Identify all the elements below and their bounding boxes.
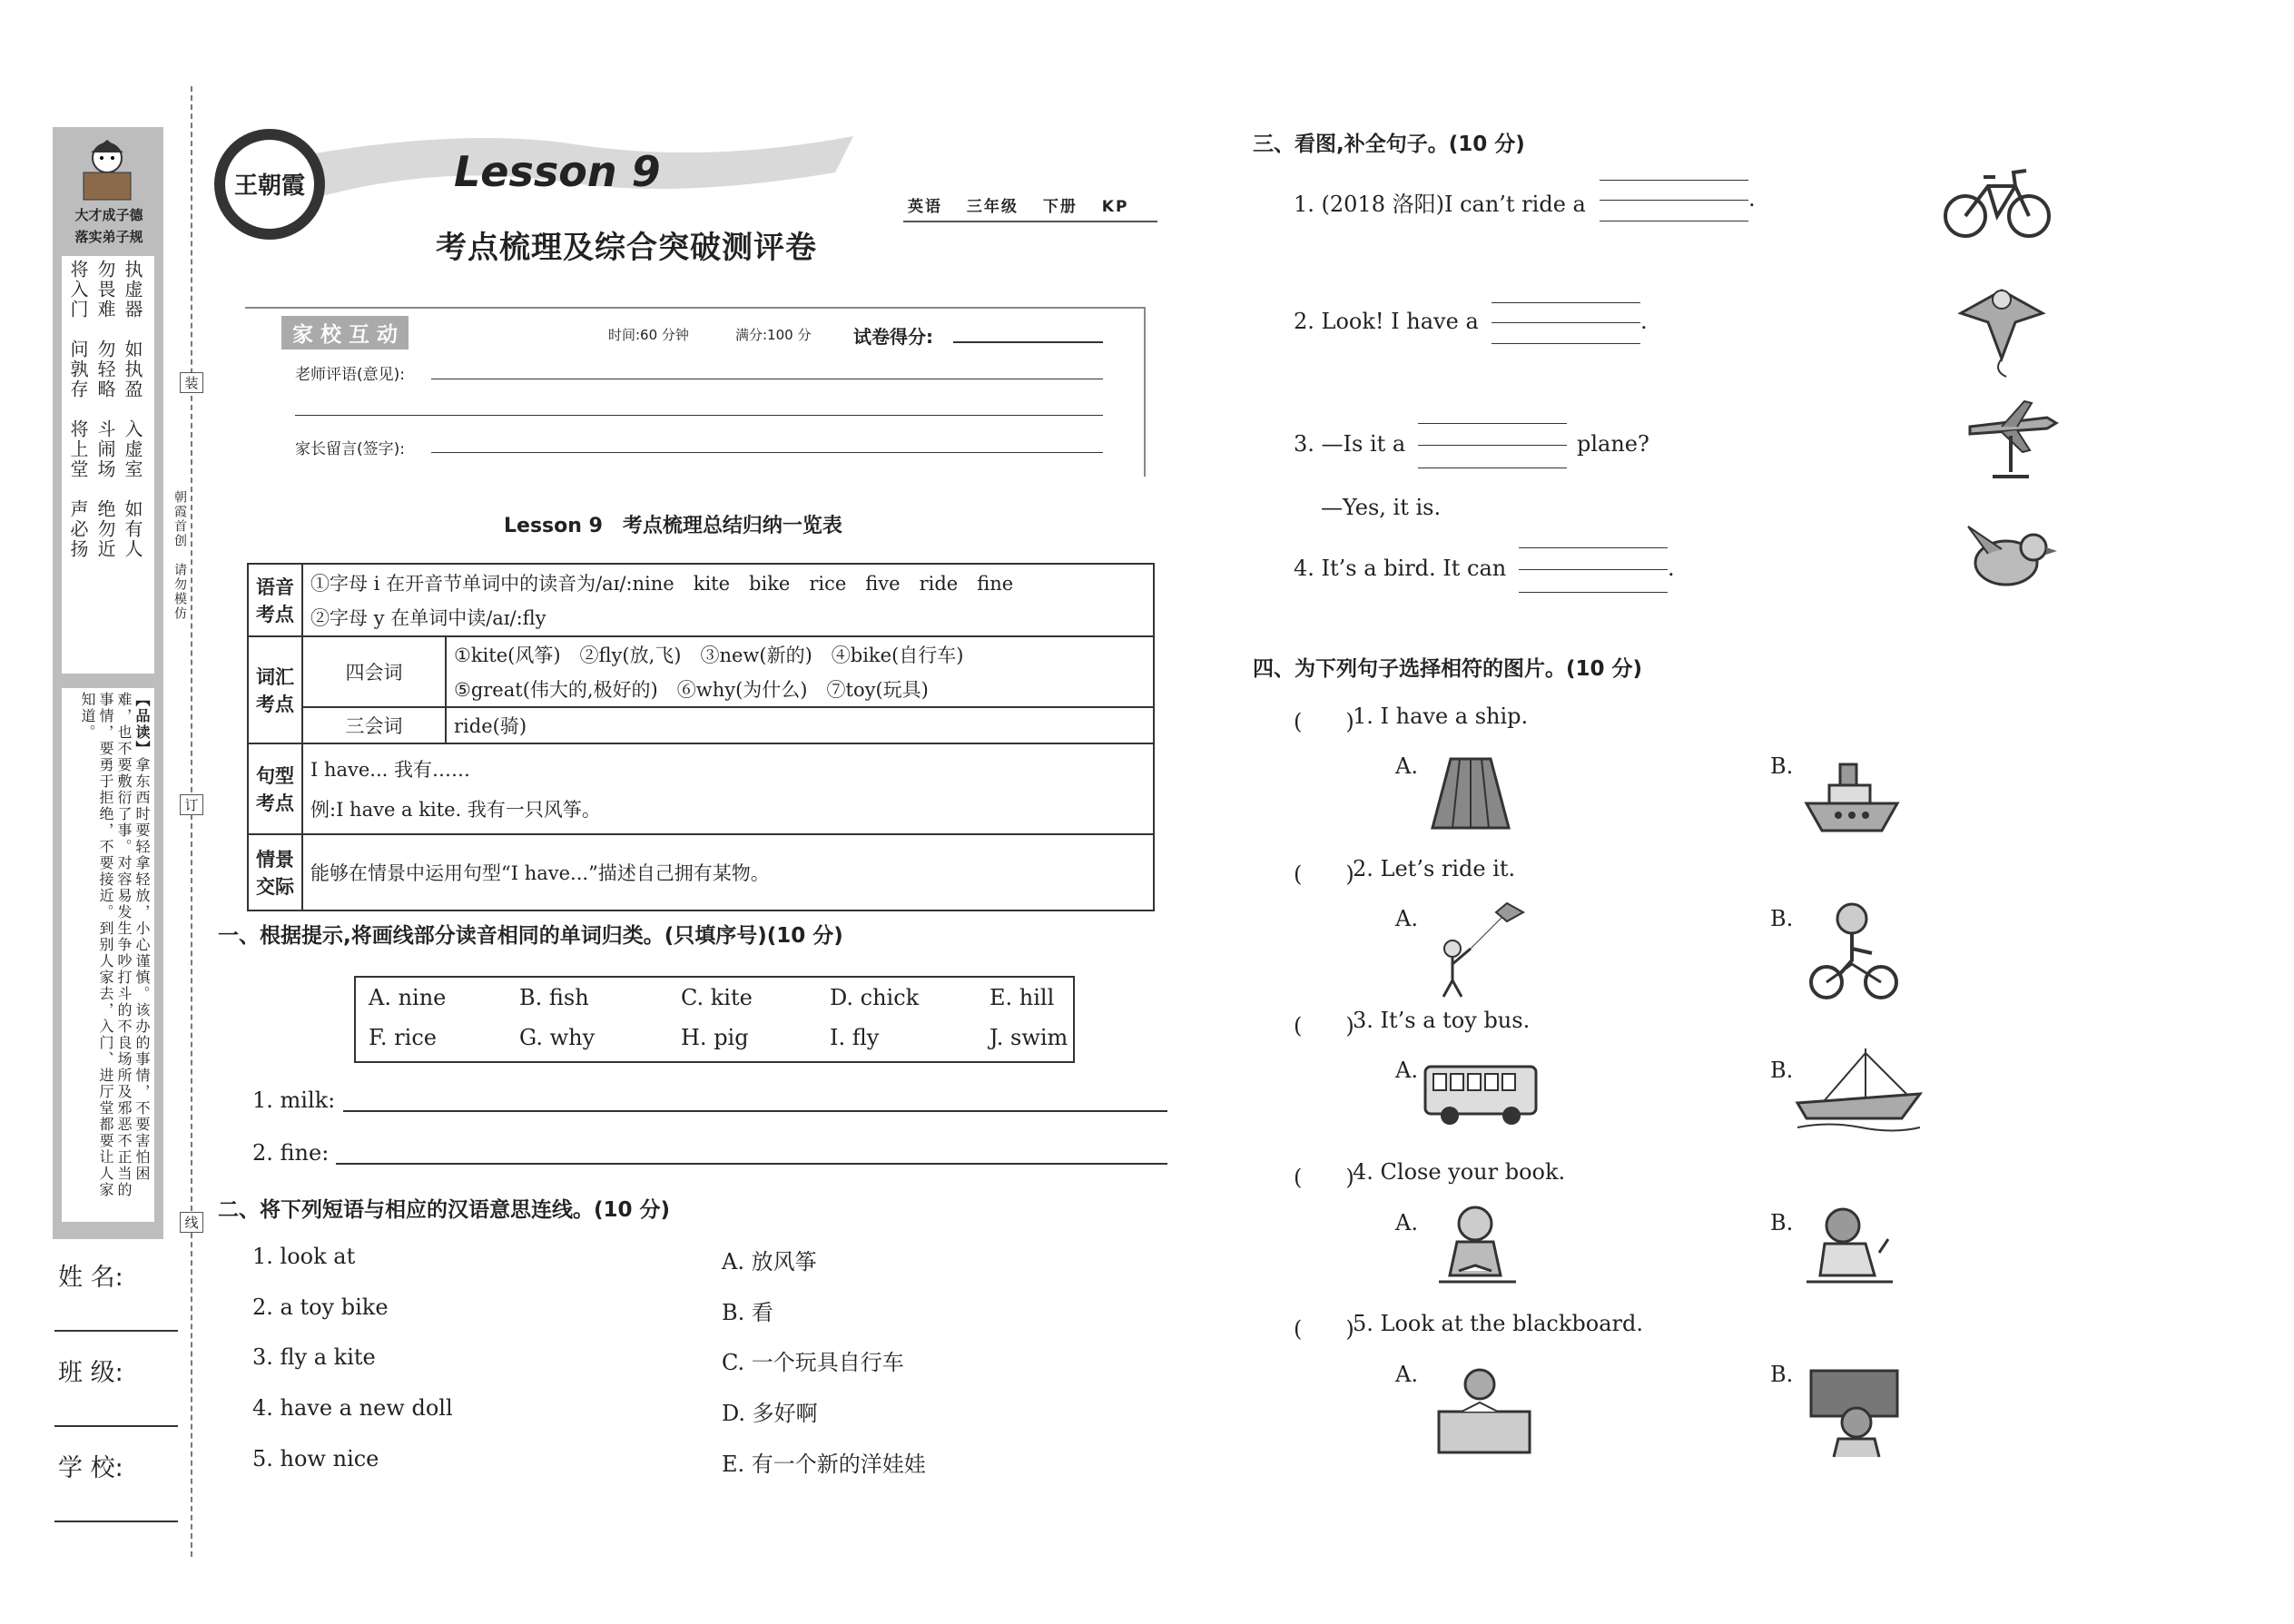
part4-q4-a-label[interactable]: A. bbox=[1395, 1210, 1418, 1235]
part2-right-e[interactable]: E. 有一个新的洋娃娃 bbox=[722, 1452, 926, 1477]
part4-q3-text: 3. It’s a toy bus. bbox=[1353, 1008, 1531, 1033]
part4-q1-a-label[interactable]: A. bbox=[1395, 753, 1418, 779]
part4-q1-text: 1. I have a ship. bbox=[1353, 704, 1529, 729]
sidebar-verse-box bbox=[62, 256, 154, 674]
parent-comment-line[interactable] bbox=[431, 452, 1103, 453]
row-qingjing-head: 情景交际 bbox=[248, 834, 302, 910]
part4-q5-paren[interactable]: ( ) bbox=[1294, 1316, 1354, 1342]
summary-table bbox=[247, 563, 1155, 911]
part1-q2-answer[interactable] bbox=[336, 1163, 1167, 1165]
part3-q4-blank[interactable] bbox=[1519, 547, 1668, 593]
part2-right-b[interactable]: B. 看 bbox=[722, 1300, 773, 1325]
part4-q5-text: 5. Look at the blackboard. bbox=[1353, 1311, 1643, 1336]
part2-left-4[interactable]: 4. have a new doll bbox=[252, 1395, 453, 1421]
part2-right-a[interactable]: A. 放风筝 bbox=[722, 1249, 817, 1275]
word-d: D. chick bbox=[830, 985, 920, 1010]
part4-q2-text: 2. Let’s ride it. bbox=[1353, 856, 1516, 881]
part2-left-5[interactable]: 5. how nice bbox=[252, 1446, 379, 1471]
sanhui-body: ride(骑) bbox=[446, 707, 1154, 743]
ship-picture[interactable] bbox=[1802, 753, 1902, 840]
word-i: I. fly bbox=[830, 1025, 880, 1050]
word-e: E. hill bbox=[989, 985, 1055, 1010]
row-yuyin-body: ①字母 i 在开音节单词中的读音为/aɪ/:nine kite bike rice five ride fine ②字母 y 在单词中读/aɪ/:fly bbox=[302, 564, 1154, 636]
word-b: B. fish bbox=[519, 985, 589, 1010]
word-a: A. nine bbox=[369, 985, 447, 1010]
sidebar-pindu-box bbox=[62, 688, 154, 1222]
name-label: 姓 名: bbox=[58, 1264, 123, 1292]
tag-term: 下册 bbox=[1042, 198, 1078, 216]
part1-q1-label: 1. milk: bbox=[252, 1088, 336, 1113]
part4-q1-b-label[interactable]: B. bbox=[1770, 753, 1794, 779]
logo-seal bbox=[214, 129, 325, 240]
sidebar-motto-2: 落实弟子规 bbox=[74, 229, 143, 245]
fold-line bbox=[191, 86, 192, 1557]
boy-writing-picture[interactable] bbox=[1802, 1198, 1897, 1298]
fold-mark-2: 订 bbox=[180, 794, 203, 815]
teacher-comment-label: 老师评语(意见): bbox=[295, 366, 405, 384]
part3-q3: 3. —Is it a bbox=[1294, 431, 1406, 457]
row-juxing-head: 句型考点 bbox=[248, 743, 302, 834]
word-h: H. pig bbox=[681, 1025, 749, 1050]
part4-title: 四、为下列句子选择相符的图片。(10 分) bbox=[1253, 657, 1643, 681]
home-school-badge: 家 校 互 动 bbox=[281, 316, 409, 349]
bus-picture[interactable] bbox=[1421, 1058, 1543, 1130]
part4-q2-a-label[interactable]: A. bbox=[1395, 906, 1418, 931]
exam-score: 满分:100 分 bbox=[735, 327, 812, 343]
bird-picture bbox=[1961, 513, 2061, 599]
tag-subject: 英语 bbox=[908, 198, 942, 216]
part2-left-1[interactable]: 1. look at bbox=[252, 1244, 356, 1269]
part1-q2-label: 2. fine: bbox=[252, 1140, 330, 1166]
sailing-ship-picture[interactable] bbox=[1793, 1044, 1925, 1135]
part3-q1: 1. (2018 洛阳)I can’t ride a bbox=[1294, 192, 1586, 217]
tag-bar bbox=[908, 193, 1128, 216]
verse-col-2: 勿畏难 勿轻略 斗闹场 绝勿近 bbox=[94, 260, 116, 559]
tag-grade: 三年级 bbox=[966, 198, 1019, 216]
school-field[interactable] bbox=[54, 1521, 178, 1522]
part2-left-3[interactable]: 3. fly a kite bbox=[252, 1344, 376, 1370]
part3-q3-tail: plane? bbox=[1577, 431, 1649, 457]
part4-q5-b-label[interactable]: B. bbox=[1770, 1362, 1794, 1387]
part2-title: 二、将下列短语与相应的汉语意思连线。(10 分) bbox=[218, 1198, 671, 1222]
part2-right-d[interactable]: D. 多好啊 bbox=[722, 1401, 818, 1426]
row-yuyin-head: 语音考点 bbox=[248, 564, 302, 636]
part4-q3-paren[interactable]: ( ) bbox=[1294, 1013, 1354, 1038]
sidebar-motto-1: 大才成子德 bbox=[74, 207, 143, 223]
part4-q2-b-label[interactable]: B. bbox=[1770, 906, 1794, 931]
score-field[interactable] bbox=[953, 341, 1103, 343]
part4-q4-b-label[interactable]: B. bbox=[1770, 1210, 1794, 1235]
boy-reading-picture[interactable] bbox=[1430, 1198, 1525, 1298]
part4-q3-b-label[interactable]: B. bbox=[1770, 1058, 1794, 1083]
sihui-body: ①kite(风筝) ②fly(放,飞) ③new(新的) ④bike(自行车) ⑤great(伟大的,极好的) ⑥why(为什么) ⑦toy(玩具) bbox=[446, 636, 1154, 707]
exam-time: 时间:60 分钟 bbox=[608, 327, 689, 343]
school-label: 学 校: bbox=[58, 1454, 123, 1482]
part3-q3-answer: —Yes, it is. bbox=[1321, 495, 1442, 520]
subtitle: 考点梳理及综合突破测评卷 bbox=[436, 230, 817, 266]
part4-q4-paren[interactable]: ( ) bbox=[1294, 1165, 1354, 1190]
row-qingjing-body: 能够在情景中运用句型“I have...”描述自己拥有某物。 bbox=[302, 834, 1154, 910]
row-juxing-body: I have... 我有…… 例:I have a kite. 我有一只风筝。 bbox=[302, 743, 1154, 834]
part4-q2-paren[interactable]: ( ) bbox=[1294, 861, 1354, 887]
summary-title: Lesson 9 考点梳理总结归纳一览表 bbox=[504, 515, 842, 537]
part4-q4-text: 4. Close your book. bbox=[1353, 1159, 1566, 1185]
part3-title: 三、看图,补全句子。(10 分) bbox=[1253, 133, 1525, 156]
bicycle-picture bbox=[1943, 154, 2052, 245]
tag-underline bbox=[903, 221, 1157, 222]
boy-at-desk-picture[interactable] bbox=[1430, 1362, 1539, 1462]
sanhui-head: 三会词 bbox=[302, 707, 446, 743]
part1-q1-answer[interactable] bbox=[343, 1110, 1167, 1112]
part3-q1-blank[interactable] bbox=[1600, 180, 1748, 221]
part2-right-c[interactable]: C. 一个玩具自行车 bbox=[722, 1350, 904, 1375]
part2-left-2[interactable]: 2. a toy bike bbox=[252, 1294, 389, 1320]
part1-title: 一、根据提示,将画线部分读音相同的单词归类。(只填序号)(10 分) bbox=[218, 924, 843, 948]
kite-flying-picture[interactable] bbox=[1425, 899, 1530, 999]
row-cihui-head: 词汇考点 bbox=[248, 636, 302, 743]
kite-picture bbox=[1952, 272, 2052, 381]
logo-text: 王朝霞 bbox=[233, 172, 305, 200]
side-note: 朝霞首创 请勿模仿 bbox=[172, 490, 187, 621]
part3-q3-blank[interactable] bbox=[1418, 423, 1567, 468]
verse-col-3: 执虚器 如执盈 入虚室 如有人 bbox=[122, 260, 143, 559]
part4-q3-a-label[interactable]: A. bbox=[1395, 1058, 1418, 1083]
class-label: 班 级: bbox=[58, 1359, 123, 1387]
sidebar-avatar bbox=[64, 136, 151, 202]
fold-mark-1: 装 bbox=[180, 372, 203, 393]
verse-col-1: 将入门 问孰存 将上堂 声必扬 bbox=[67, 260, 89, 559]
pindu-text: 【品读】拿东西时要轻拿轻放，小心谨慎。该办的事情，不要害怕困难，也不要敷衍了事。对容易发生争吵打斗的不良场所及邪恶不正当的事情，要勇于拒绝，不要接近。到别人家去，入门、进厅堂都要让人家知道。 bbox=[79, 692, 151, 1198]
tag-kp: KP bbox=[1101, 198, 1129, 216]
teacher-comment-line-2[interactable] bbox=[295, 415, 1103, 416]
sihui-head: 四会词 bbox=[302, 636, 446, 707]
name-field[interactable] bbox=[54, 1330, 178, 1332]
boy-riding-bike-picture[interactable] bbox=[1807, 899, 1902, 1003]
part3-q2: 2. Look! I have a bbox=[1294, 309, 1479, 334]
skirt-picture[interactable] bbox=[1425, 753, 1516, 835]
word-j: J. swim bbox=[989, 1025, 1068, 1050]
class-field[interactable] bbox=[54, 1425, 178, 1427]
lesson-title: Lesson 9 bbox=[454, 147, 661, 196]
boy-at-blackboard-picture[interactable] bbox=[1807, 1366, 1902, 1462]
part4-q5-a-label[interactable]: A. bbox=[1395, 1362, 1418, 1387]
part3-q2-blank[interactable] bbox=[1492, 302, 1640, 344]
word-g: G. why bbox=[519, 1025, 596, 1050]
word-c: C. kite bbox=[681, 985, 753, 1010]
score-label: 试卷得分: bbox=[853, 326, 933, 348]
plane-picture bbox=[1961, 390, 2061, 486]
fold-mark-3: 线 bbox=[180, 1212, 203, 1233]
part4-q1-paren[interactable]: ( ) bbox=[1294, 709, 1354, 734]
part1-word-box bbox=[354, 976, 1075, 1063]
parent-comment-label: 家长留言(签字): bbox=[295, 440, 405, 458]
part3-q4: 4. It’s a bird. It can bbox=[1294, 556, 1507, 581]
word-f: F. rice bbox=[369, 1025, 437, 1050]
